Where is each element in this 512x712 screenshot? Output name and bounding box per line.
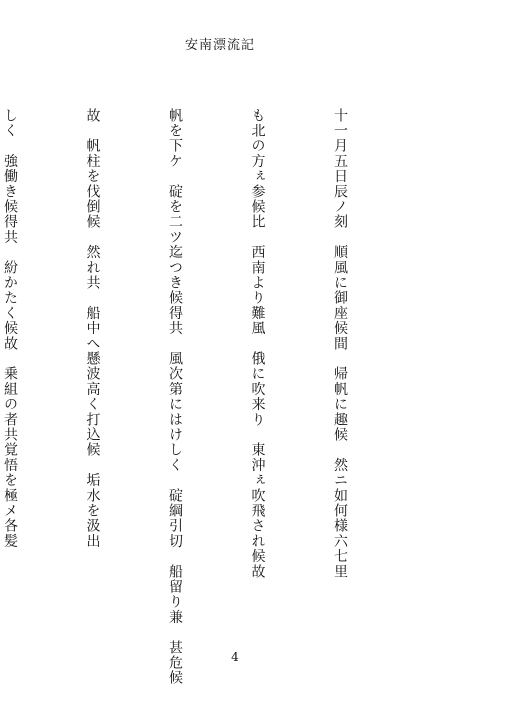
text-line: 故 帆柱を伐倒候 然れ共 船中へ懸波高く打込候 垢水を汲出 (84, 108, 101, 549)
text-line: 帆を下ケ 碇を二ツ迄つき候得共 風次第にはけしく 碇綱引切 船留り兼 甚危候 (167, 108, 183, 686)
text-line: も北の方ぇ参候比 西南より難風 俄に吹来り 東沖ぇ吹飛され候故 (249, 108, 266, 580)
page-number: 4 (231, 650, 239, 664)
vertical-text-body (0, 108, 408, 686)
text-line: 十一月五日辰ノ刻 順風に御座候間 帰帆に趣候 然ニ如何様六七里 (332, 108, 348, 580)
text-line: しく 強働き候得共 紛かたく候故 乗組の者共覚悟を極メ各髪 (2, 108, 18, 549)
page-title: 安南漂流記 (184, 38, 255, 53)
